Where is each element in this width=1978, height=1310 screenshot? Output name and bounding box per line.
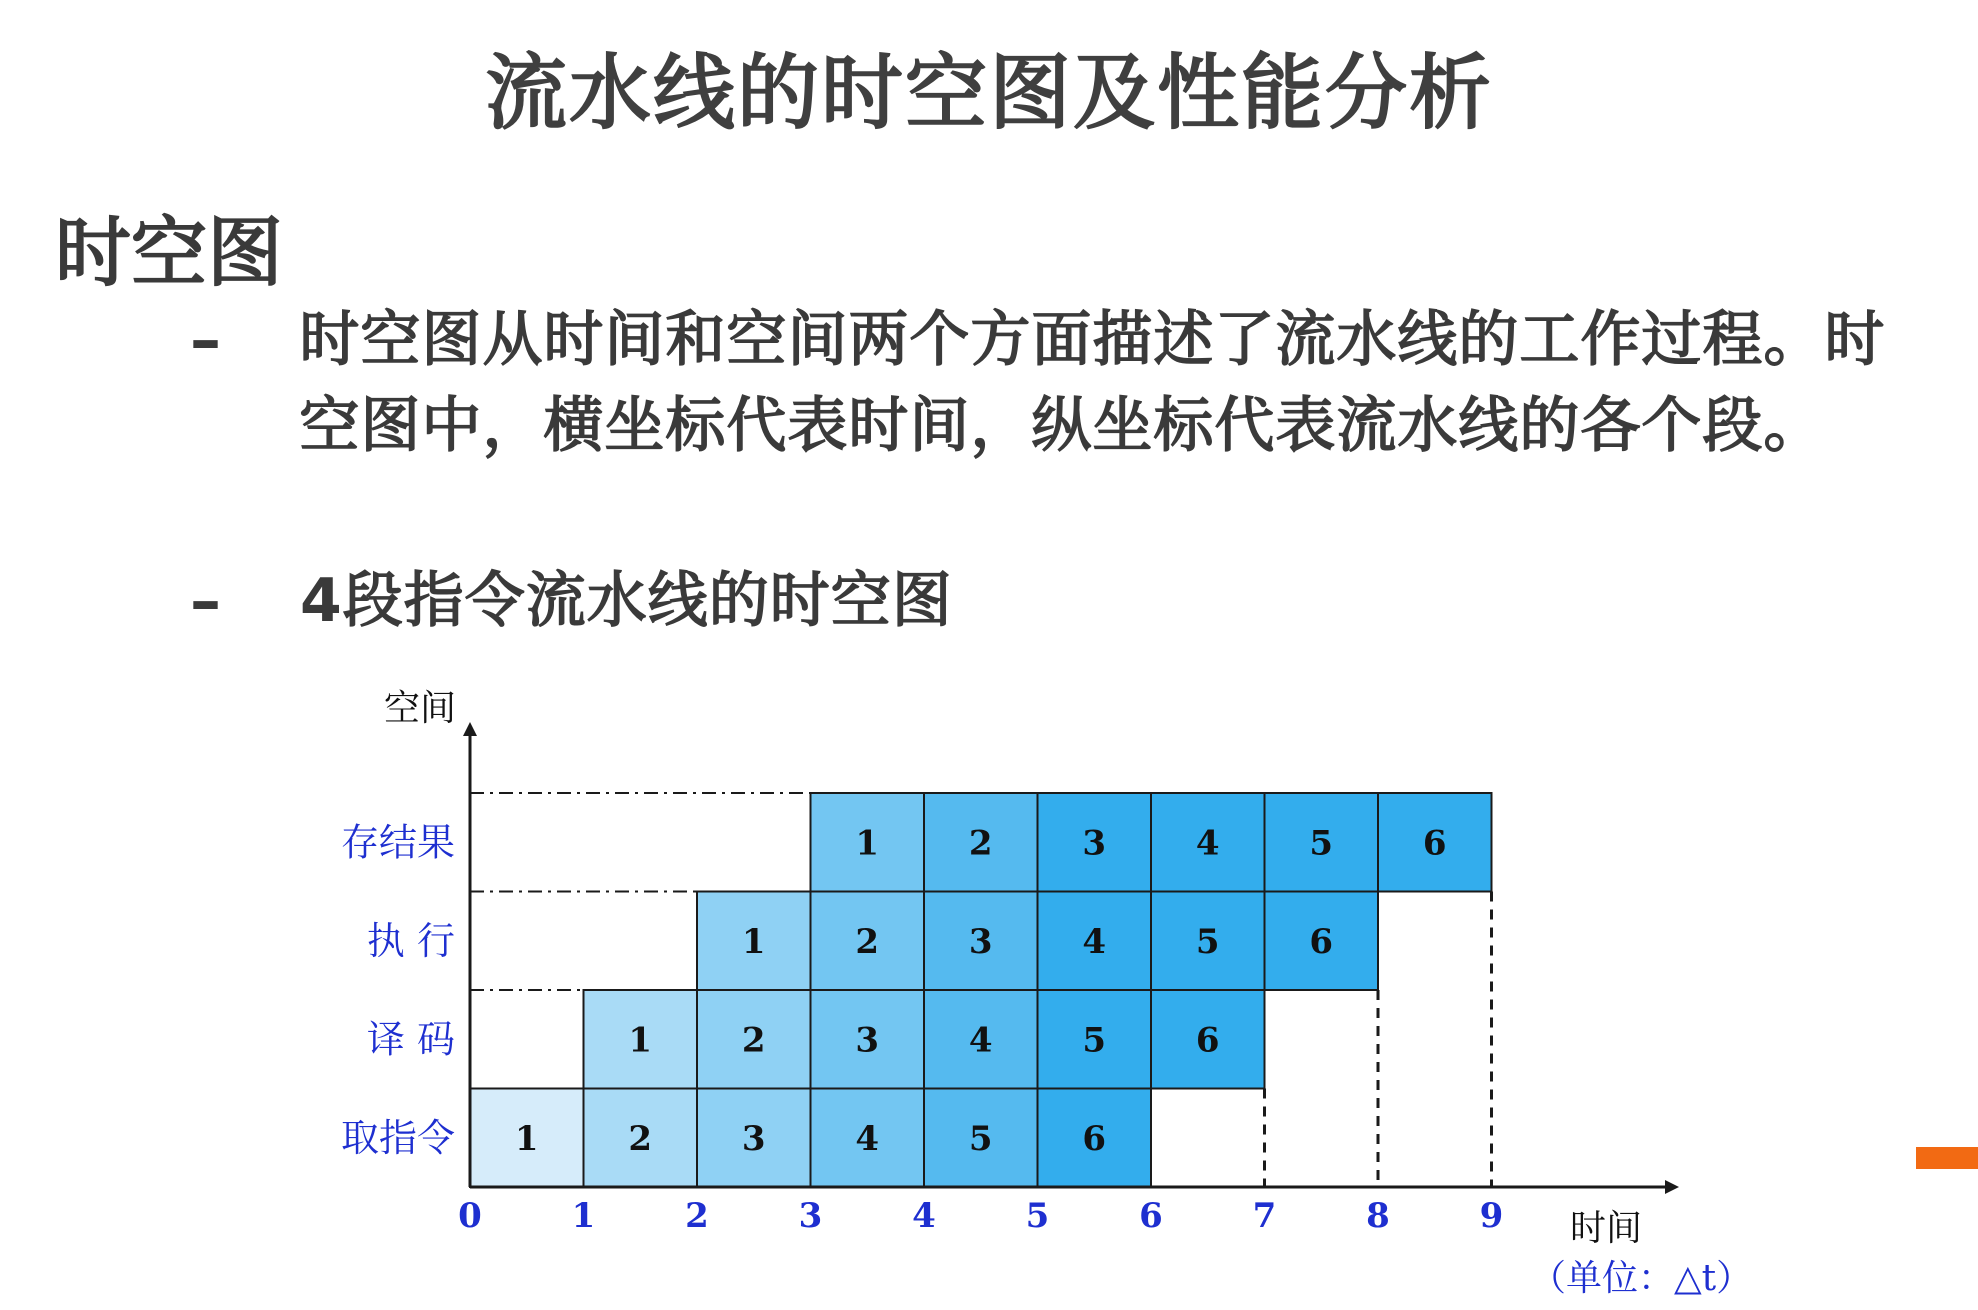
time-tick-label: 1 — [571, 1196, 596, 1236]
time-tick-labels — [458, 1196, 1503, 1236]
pipeline-cells — [470, 793, 1492, 1187]
cell-label: 3 — [968, 921, 993, 962]
slide-title: 流水线的时空图及性能分析 — [484, 45, 1493, 141]
cell-label: 4 — [1195, 823, 1220, 864]
orange-marker — [1916, 1147, 1978, 1169]
stage-label: 执 行 — [366, 918, 455, 963]
cell-label: 2 — [741, 1020, 766, 1061]
y-axis-title: 空间 — [384, 688, 457, 729]
stage-label: 取指令 — [340, 1115, 455, 1160]
stage-label: 存结果 — [340, 820, 455, 865]
bullet-text: 4段指令流水线的时空图 — [300, 566, 953, 636]
time-tick-label: 2 — [685, 1196, 709, 1236]
cell-label: 3 — [855, 1020, 880, 1061]
section-heading: 时空图 — [55, 208, 283, 297]
cell-label: 1 — [628, 1020, 653, 1061]
stage-labels — [341, 820, 455, 1160]
cell-label: 1 — [514, 1118, 539, 1159]
time-tick-label: 9 — [1479, 1196, 1504, 1236]
time-tick-label: 3 — [798, 1196, 823, 1236]
cell-label: 5 — [1082, 1020, 1107, 1061]
cell-label: 4 — [968, 1020, 993, 1061]
cell-label: 5 — [1195, 921, 1220, 962]
cell-label: 4 — [855, 1118, 880, 1159]
bullet-text: 时空图从时间和空间两个方面描述了流水线的工作过程。时空图中，横坐标代表时间，纵坐标代表流水线的各个段。 — [299, 305, 1886, 461]
bullet-dash: – — [190, 303, 221, 376]
cell-label: 2 — [968, 823, 993, 864]
cell-label: 3 — [741, 1118, 766, 1159]
cell-label: 6 — [1309, 921, 1334, 962]
cell-label: 6 — [1195, 1020, 1220, 1061]
time-tick-label: 6 — [1139, 1196, 1163, 1236]
x-axis-title: 时间 — [1570, 1208, 1643, 1249]
cell-label: 3 — [1082, 823, 1107, 864]
cell-label: 6 — [1422, 823, 1447, 864]
cell-label: 2 — [855, 921, 880, 962]
cell-label: 5 — [968, 1118, 993, 1159]
cell-label: 6 — [1082, 1118, 1107, 1159]
cell-label: 4 — [1082, 921, 1107, 962]
cell-label: 2 — [628, 1118, 653, 1159]
time-tick-label: 7 — [1252, 1196, 1277, 1236]
cell-label: 1 — [855, 823, 880, 864]
time-tick-label: 0 — [458, 1196, 482, 1236]
cell-label: 5 — [1309, 823, 1334, 864]
unit-label: （单位：△t） — [1530, 1258, 1753, 1299]
time-tick-label: 5 — [1025, 1196, 1050, 1236]
cell-label: 1 — [741, 921, 766, 962]
time-tick-label: 8 — [1366, 1196, 1390, 1236]
stage-label: 译 码 — [366, 1017, 455, 1062]
bullet-dash: – — [190, 564, 221, 637]
time-tick-label: 4 — [912, 1196, 936, 1236]
